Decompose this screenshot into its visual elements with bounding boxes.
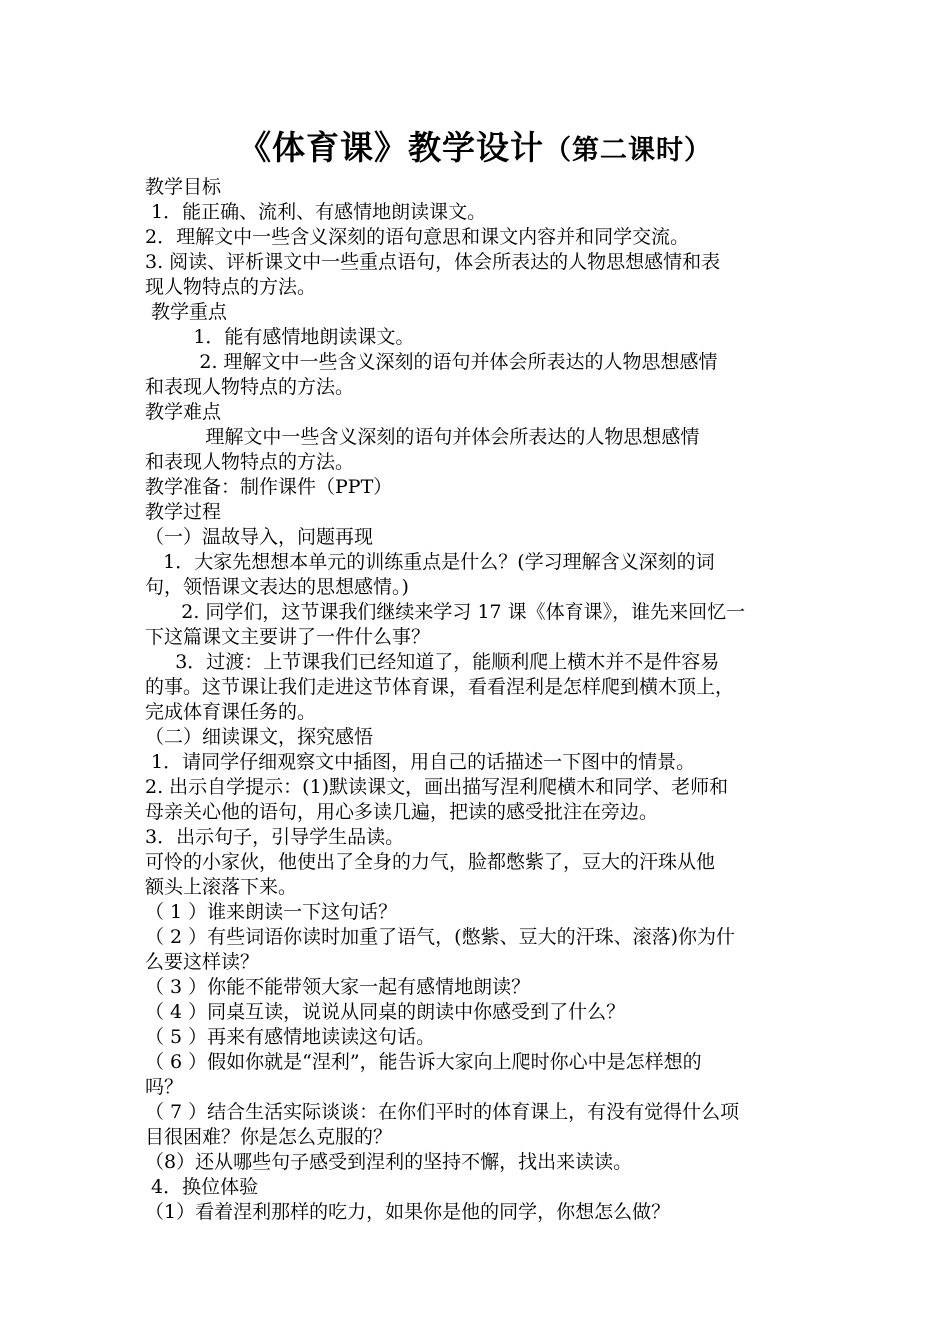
text-line: 目很困难？你是怎么克服的？ [145, 1126, 393, 1148]
text-line: 1．能正确、流利、有感情地朗读课文。 [145, 201, 487, 223]
text-line: （ 2 ）有些词语你读时加重了语气，(憋紫、豆大的汗珠、滚落)你为什 [145, 926, 735, 948]
text-line: 教学准备：制作课件（PPT） [145, 476, 393, 498]
text-line: 2. 出示自学提示：(1)默读课文，画出描写涅利爬横木和同学、老师和 [145, 776, 729, 798]
text-line: 教学难点 [145, 401, 222, 423]
text-line: 1．请同学仔细观察文中插图，用自己的话描述一下图中的情景。 [145, 751, 696, 773]
text-line: （ 4 ）同桌互读，说说从同桌的朗读中你感受到了什么？ [145, 1001, 626, 1023]
text-line: （ 3 ）你能不能带领大家一起有感情地朗读？ [145, 976, 531, 998]
text-line: （二）细读课文，探究感悟 [145, 726, 374, 748]
text-line: 2．理解文中一些含义深刻的语句意思和课文内容并和同学交流。 [145, 226, 690, 248]
text-line: 4．换位体验 [145, 1176, 259, 1198]
text-line: （8）还从哪些句子感受到涅利的坚持不懈，找出来读读。 [145, 1151, 633, 1173]
text-line: （ 6 ）假如你就是“涅利”，能告诉大家向上爬时你心中是怎样想的 [145, 1051, 702, 1073]
title-main: 《体育课》教学设计 [238, 128, 544, 167]
text-line: 3．过渡：上节课我们已经知道了，能顺利爬上横木并不是件容易 [145, 651, 720, 673]
text-line: 现人物特点的方法。 [145, 276, 317, 298]
document-title [0, 126, 950, 173]
text-line: 1．大家先想想本单元的训练重点是什么？(学习理解含义深刻的词 [145, 551, 715, 573]
text-line: （1）看着涅利那样的吃力，如果你是他的同学，你想怎么做？ [145, 1201, 671, 1223]
text-line: 母亲关心他的语句，用心多读几遍，把读的感受批注在旁边。 [145, 801, 659, 823]
text-line: 和表现人物特点的方法。 [145, 451, 355, 473]
text-line: 2. 理解文中一些含义深刻的语句并体会所表达的人物思想感情 [145, 351, 718, 373]
text-line: 2. 同学们，这节课我们继续来学习 17 课《体育课》，谁先来回忆一 [145, 601, 746, 623]
text-line: 可怜的小家伙，他使出了全身的力气，脸都憋紫了，豆大的汗珠从他 [145, 851, 716, 873]
text-line: （一）温故导入，问题再现 [145, 526, 374, 548]
text-line: 教学重点 [145, 301, 228, 323]
title-sub: （第二课时） [544, 135, 712, 166]
text-line: 么要这样读？ [145, 951, 260, 973]
text-line: 句，领悟课文表达的思想感情。) [145, 576, 409, 598]
text-line: （ 5 ）再来有感情地读读这句话。 [145, 1026, 436, 1048]
text-line: 3. 阅读、评析课文中一些重点语句，体会所表达的人物思想感情和表 [145, 251, 721, 273]
text-line: （ 1 ）谁来朗读一下这句话？ [145, 901, 398, 923]
text-line: 和表现人物特点的方法。 [145, 376, 355, 398]
text-line: 3．出示句子，引导学生品读。 [145, 826, 405, 848]
text-line: 完成体育课任务的。 [145, 701, 317, 723]
text-line: 教学目标 [145, 176, 222, 198]
text-line: （ 7 ）结合生活实际谈谈：在你们平时的体育课上，有没有觉得什么项 [145, 1101, 740, 1123]
text-line: 额头上滚落下来。 [145, 876, 298, 898]
text-line: 的事。这节课让我们走进这节体育课，看看涅利是怎样爬到横木顶上， [145, 676, 735, 698]
text-line: 吗？ [145, 1076, 184, 1098]
text-line: 教学过程 [145, 501, 222, 523]
text-line: 理解文中一些含义深刻的语句并体会所表达的人物思想感情 [145, 426, 700, 448]
text-line: 下这篇课文主要讲了一件什么事？ [145, 626, 431, 648]
text-line: 1．能有感情地朗读课文。 [145, 326, 415, 348]
